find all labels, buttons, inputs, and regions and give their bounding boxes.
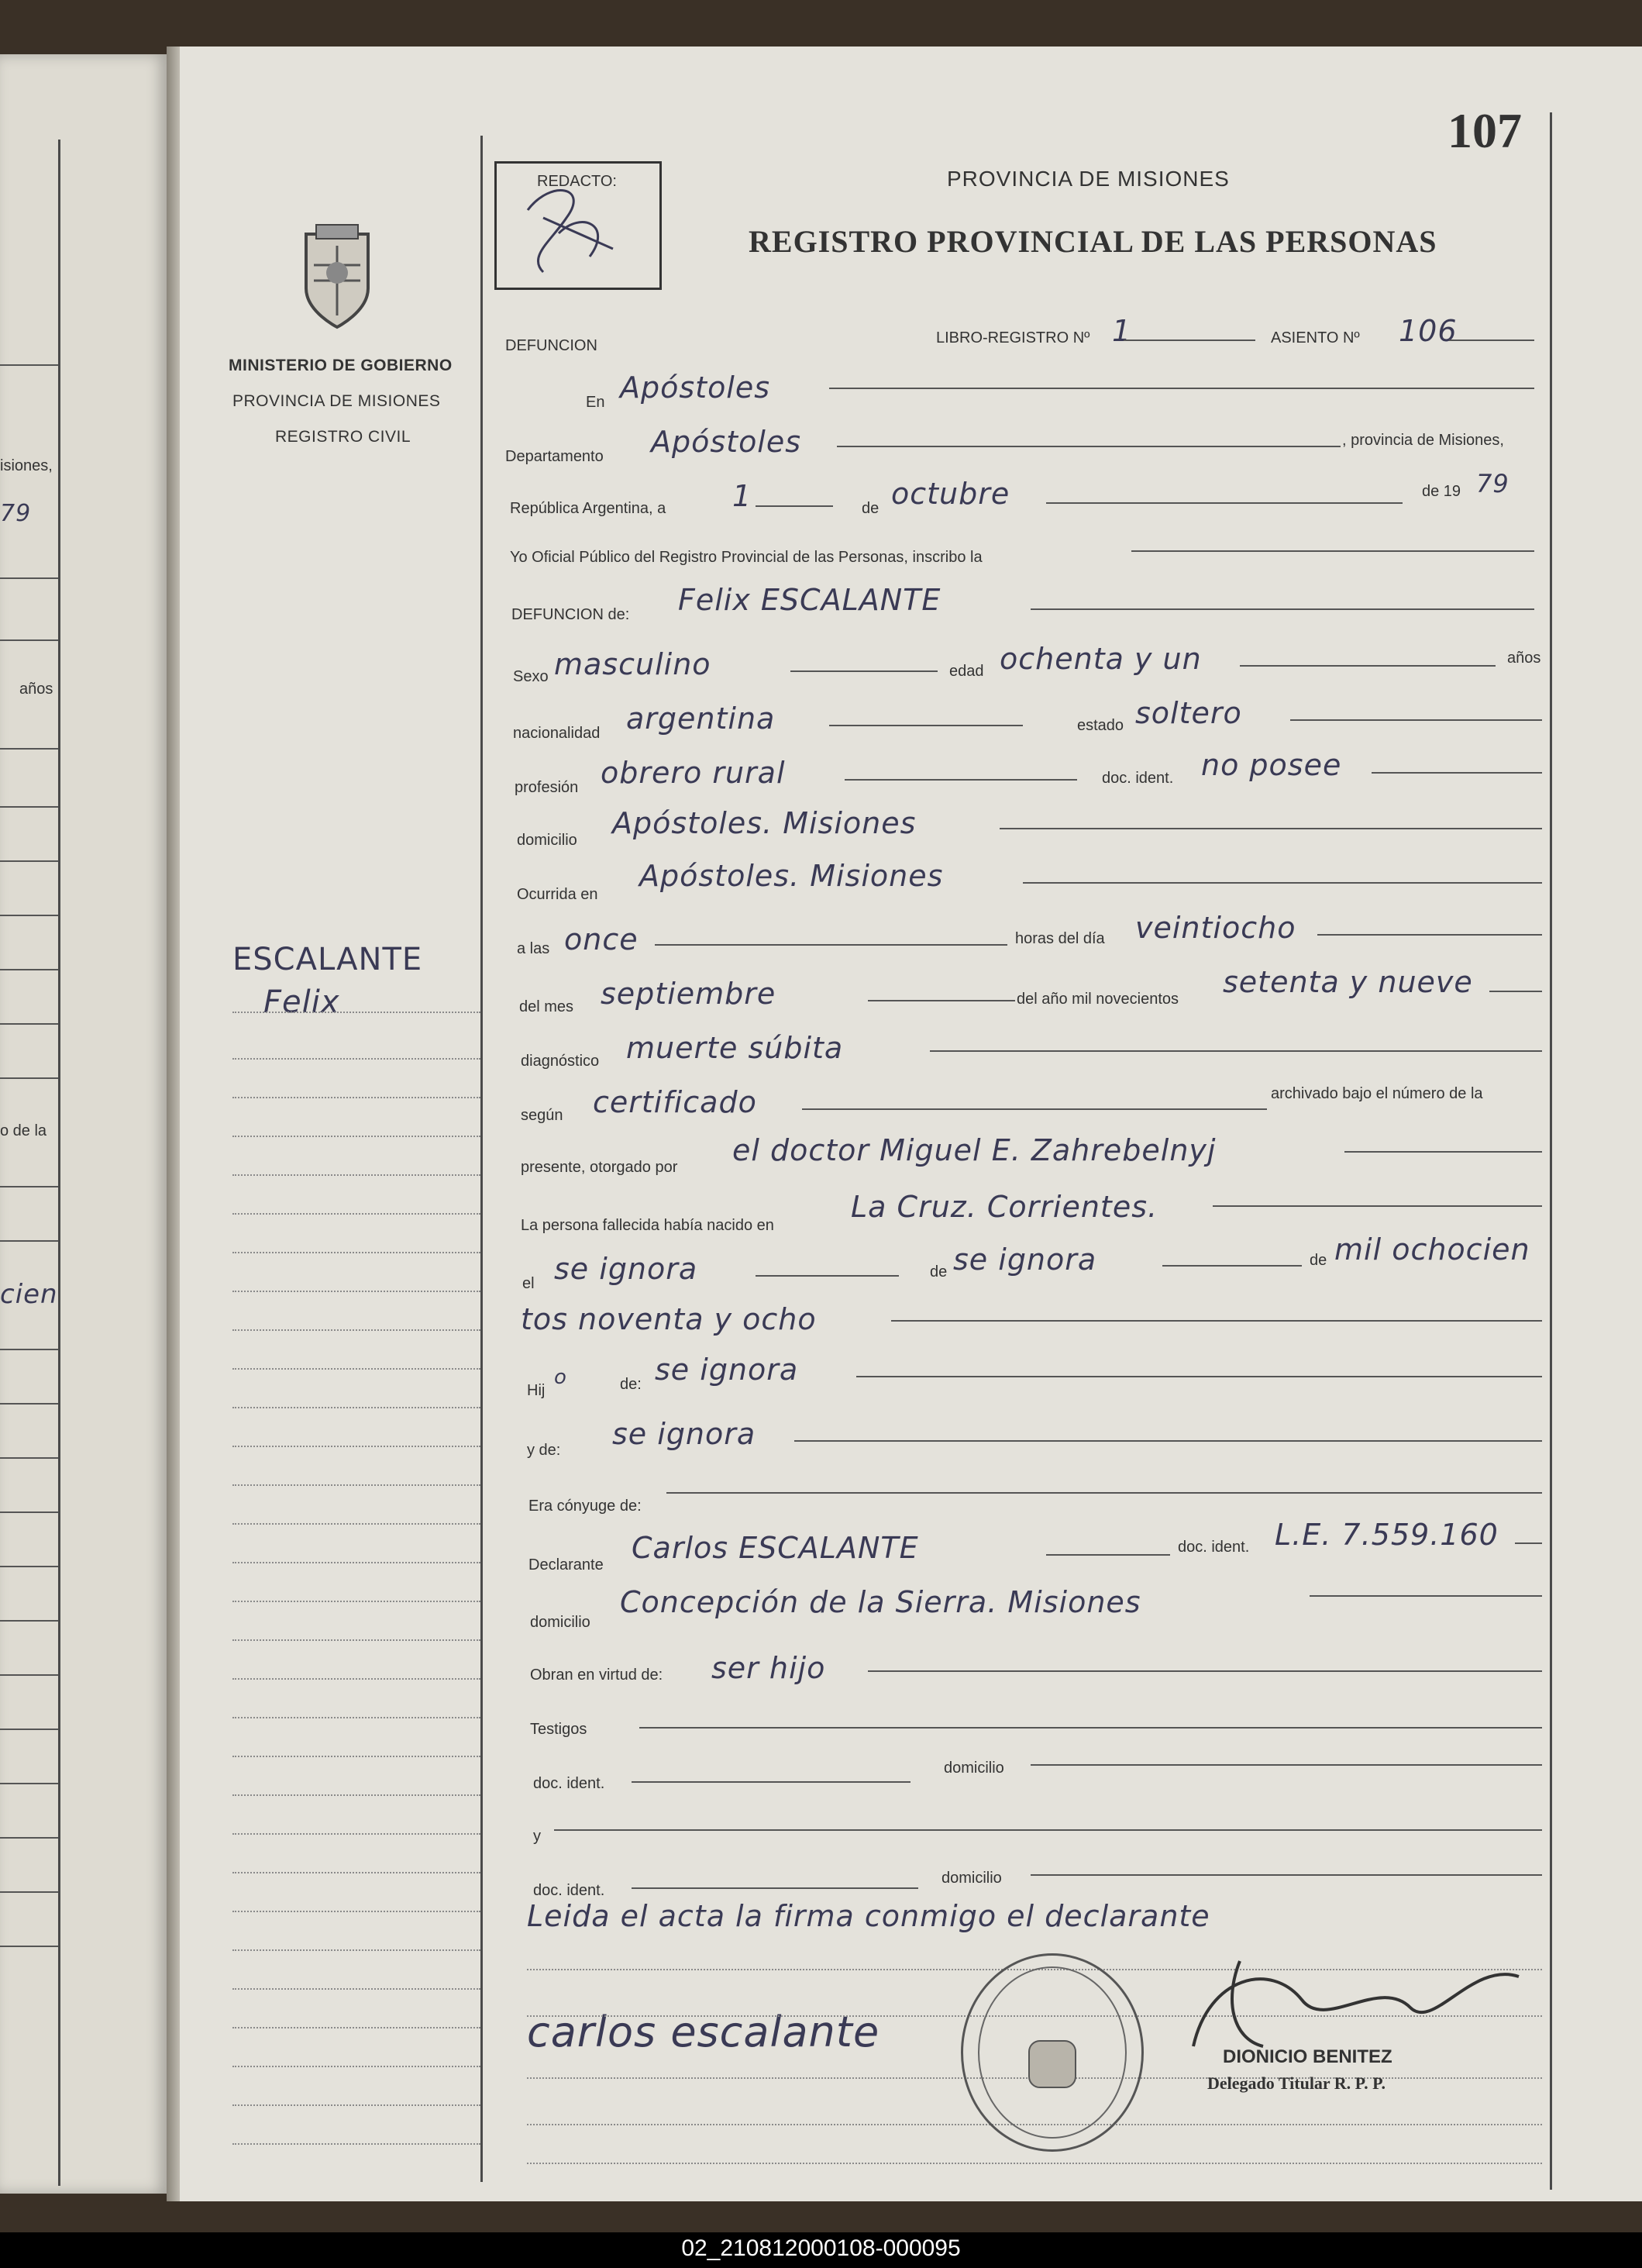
anio-value: setenta y nueve <box>1223 965 1473 999</box>
nacionalidad-value: argentina <box>626 701 776 736</box>
continuation-value: tos noventa y ocho <box>521 1302 817 1336</box>
republica-label: República Argentina, a <box>510 500 666 517</box>
y-de-value: se ignora <box>612 1417 756 1451</box>
left-fragment-3: años <box>19 681 53 698</box>
provincia-suffix: , provincia de Misiones, <box>1342 432 1504 449</box>
testigos-label: Testigos <box>530 1721 587 1738</box>
defuncion-de-label: DEFUNCION de: <box>511 606 630 623</box>
hijo-de-label: de: <box>620 1376 642 1393</box>
testigo2-domicilio-label: domicilio <box>941 1870 1002 1887</box>
hijo-suffix: o <box>554 1366 567 1389</box>
de3-label: de <box>1310 1252 1327 1269</box>
obran-value: ser hijo <box>711 1651 826 1685</box>
left-fragment-5: cien <box>0 1279 58 1310</box>
sidebar-ministry: MINISTERIO DE GOBIERNO <box>229 357 453 374</box>
profesion-label: profesión <box>515 779 579 796</box>
ocurrida-value: Apóstoles. Misiones <box>639 859 944 893</box>
nacido-value: La Cruz. Corrientes. <box>851 1190 1158 1224</box>
month-de-label: de <box>862 500 880 517</box>
asiento-label: ASIENTO Nº <box>1271 329 1360 346</box>
libro-label: LIBRO-REGISTRO Nº <box>936 329 1090 346</box>
presente-label: presente, otorgado por <box>521 1159 678 1176</box>
redacto-box <box>494 161 662 290</box>
y-de-label: y de: <box>527 1442 561 1459</box>
estado-value: soltero <box>1135 696 1242 730</box>
margin-name: Felix <box>263 984 340 1020</box>
oficial-text: Yo Oficial Público del Registro Provincial de las Personas, inscribo la <box>510 549 983 566</box>
nacionalidad-label: nacionalidad <box>513 725 601 742</box>
y-label: y <box>533 1828 541 1845</box>
archivado-label: archivado bajo el número de la <box>1271 1085 1483 1102</box>
sexo-label: Sexo <box>513 668 549 685</box>
page-number: 107 <box>1448 103 1522 158</box>
asiento-value: 106 <box>1399 314 1458 348</box>
testigo1-domicilio-label: domicilio <box>944 1760 1004 1777</box>
estado-label: estado <box>1077 717 1124 734</box>
redacto-signature <box>497 164 659 288</box>
sidebar-province: PROVINCIA DE MISIONES <box>232 392 441 410</box>
testigo2-doc-label: doc. ident. <box>533 1882 605 1899</box>
anos-label: años <box>1507 650 1541 667</box>
left-fragment-2: 79 <box>0 500 32 527</box>
sidebar-civil: REGISTRO CIVIL <box>275 428 411 446</box>
testigo1-doc-label: doc. ident. <box>533 1775 605 1792</box>
month-value: octubre <box>891 477 1010 511</box>
year-de-label: de 19 <box>1422 483 1461 500</box>
redacto-label: REDACTO: <box>537 173 617 190</box>
declarante-label: Declarante <box>528 1556 604 1573</box>
declarante-value: Carlos ESCALANTE <box>632 1531 919 1565</box>
day-value: 1 <box>732 479 752 513</box>
edad-value: ochenta y un <box>1000 642 1202 676</box>
el-value: se ignora <box>554 1252 698 1286</box>
coat-of-arms-icon <box>294 219 380 333</box>
declarante-doc-value: L.E. 7.559.160 <box>1275 1518 1499 1552</box>
en-value: Apóstoles <box>620 371 771 405</box>
declarante-doc-label: doc. ident. <box>1178 1539 1250 1556</box>
hijo-label: Hij <box>527 1382 546 1399</box>
conyuge-label: Era cónyuge de: <box>528 1498 642 1515</box>
declarante-domicilio-label: domicilio <box>530 1614 590 1631</box>
declarante-domicilio-value: Concepción de la Sierra. Misiones <box>620 1585 1141 1619</box>
ocurrida-label: Ocurrida en <box>517 886 598 903</box>
del-mes-value: septiembre <box>601 977 776 1011</box>
sexo-value: masculino <box>554 647 711 681</box>
de2-value: se ignora <box>953 1243 1097 1277</box>
left-fragment-4: o de la <box>0 1122 47 1139</box>
segun-label: según <box>521 1107 563 1124</box>
left-fragment-1: isiones, <box>0 457 53 474</box>
right-rule <box>1550 112 1552 2190</box>
a-las-value: once <box>564 922 639 956</box>
el-label: el <box>522 1275 535 1292</box>
registry-seal-icon <box>961 1953 1144 2152</box>
anio-label: del año mil novecientos <box>1017 991 1179 1008</box>
domicilio-value: Apóstoles. Misiones <box>612 806 917 840</box>
del-mes-label: del mes <box>519 998 574 1015</box>
image-id: 02_210812000108-000095 <box>681 2235 961 2261</box>
year-value: 79 <box>1476 469 1509 498</box>
libro-value: 1 <box>1112 314 1132 348</box>
obran-label: Obran en virtud de: <box>530 1667 663 1684</box>
domicilio-label: domicilio <box>517 832 577 849</box>
doc-ident-value: no posee <box>1201 748 1342 782</box>
segun-value: certificado <box>593 1085 757 1119</box>
declarant-signature: carlos escalante <box>527 2008 880 2056</box>
diagnostico-value: muerte súbita <box>626 1031 844 1065</box>
official-name: DIONICIO BENITEZ <box>1223 2046 1392 2067</box>
departamento-value: Apóstoles <box>651 425 802 459</box>
deceased-name: Felix ESCALANTE <box>678 583 941 617</box>
diagnostico-label: diagnóstico <box>521 1053 600 1070</box>
header-registry: REGISTRO PROVINCIAL DE LAS PERSONAS <box>749 224 1437 259</box>
margin-rule <box>480 136 483 2182</box>
horas-label: horas del día <box>1015 930 1105 947</box>
left-page-rule <box>58 140 60 2186</box>
en-label: En <box>586 394 605 411</box>
official-title: Delegado Titular R. P. P. <box>1207 2073 1386 2093</box>
edad-label: edad <box>949 663 984 680</box>
departamento-label: Departamento <box>505 448 604 465</box>
presente-value: el doctor Miguel E. Zahrebelnyj <box>732 1133 1217 1167</box>
margin-surname: ESCALANTE <box>232 942 423 977</box>
horas-value: veintiocho <box>1135 911 1296 945</box>
header-province: PROVINCIA DE MISIONES <box>947 167 1230 191</box>
de3-value: mil ochocien <box>1334 1232 1530 1267</box>
profesion-value: obrero rural <box>601 756 786 790</box>
a-las-label: a las <box>517 940 550 957</box>
de2-label: de <box>930 1263 948 1280</box>
nacido-label: La persona fallecida había nacido en <box>521 1217 774 1234</box>
record-type-label: DEFUNCION <box>505 337 597 354</box>
closing-value: Leida el acta la firma conmigo el declarante <box>527 1899 1210 1933</box>
doc-ident-label: doc. ident. <box>1102 770 1174 787</box>
hijo-de-value: se ignora <box>655 1353 799 1387</box>
